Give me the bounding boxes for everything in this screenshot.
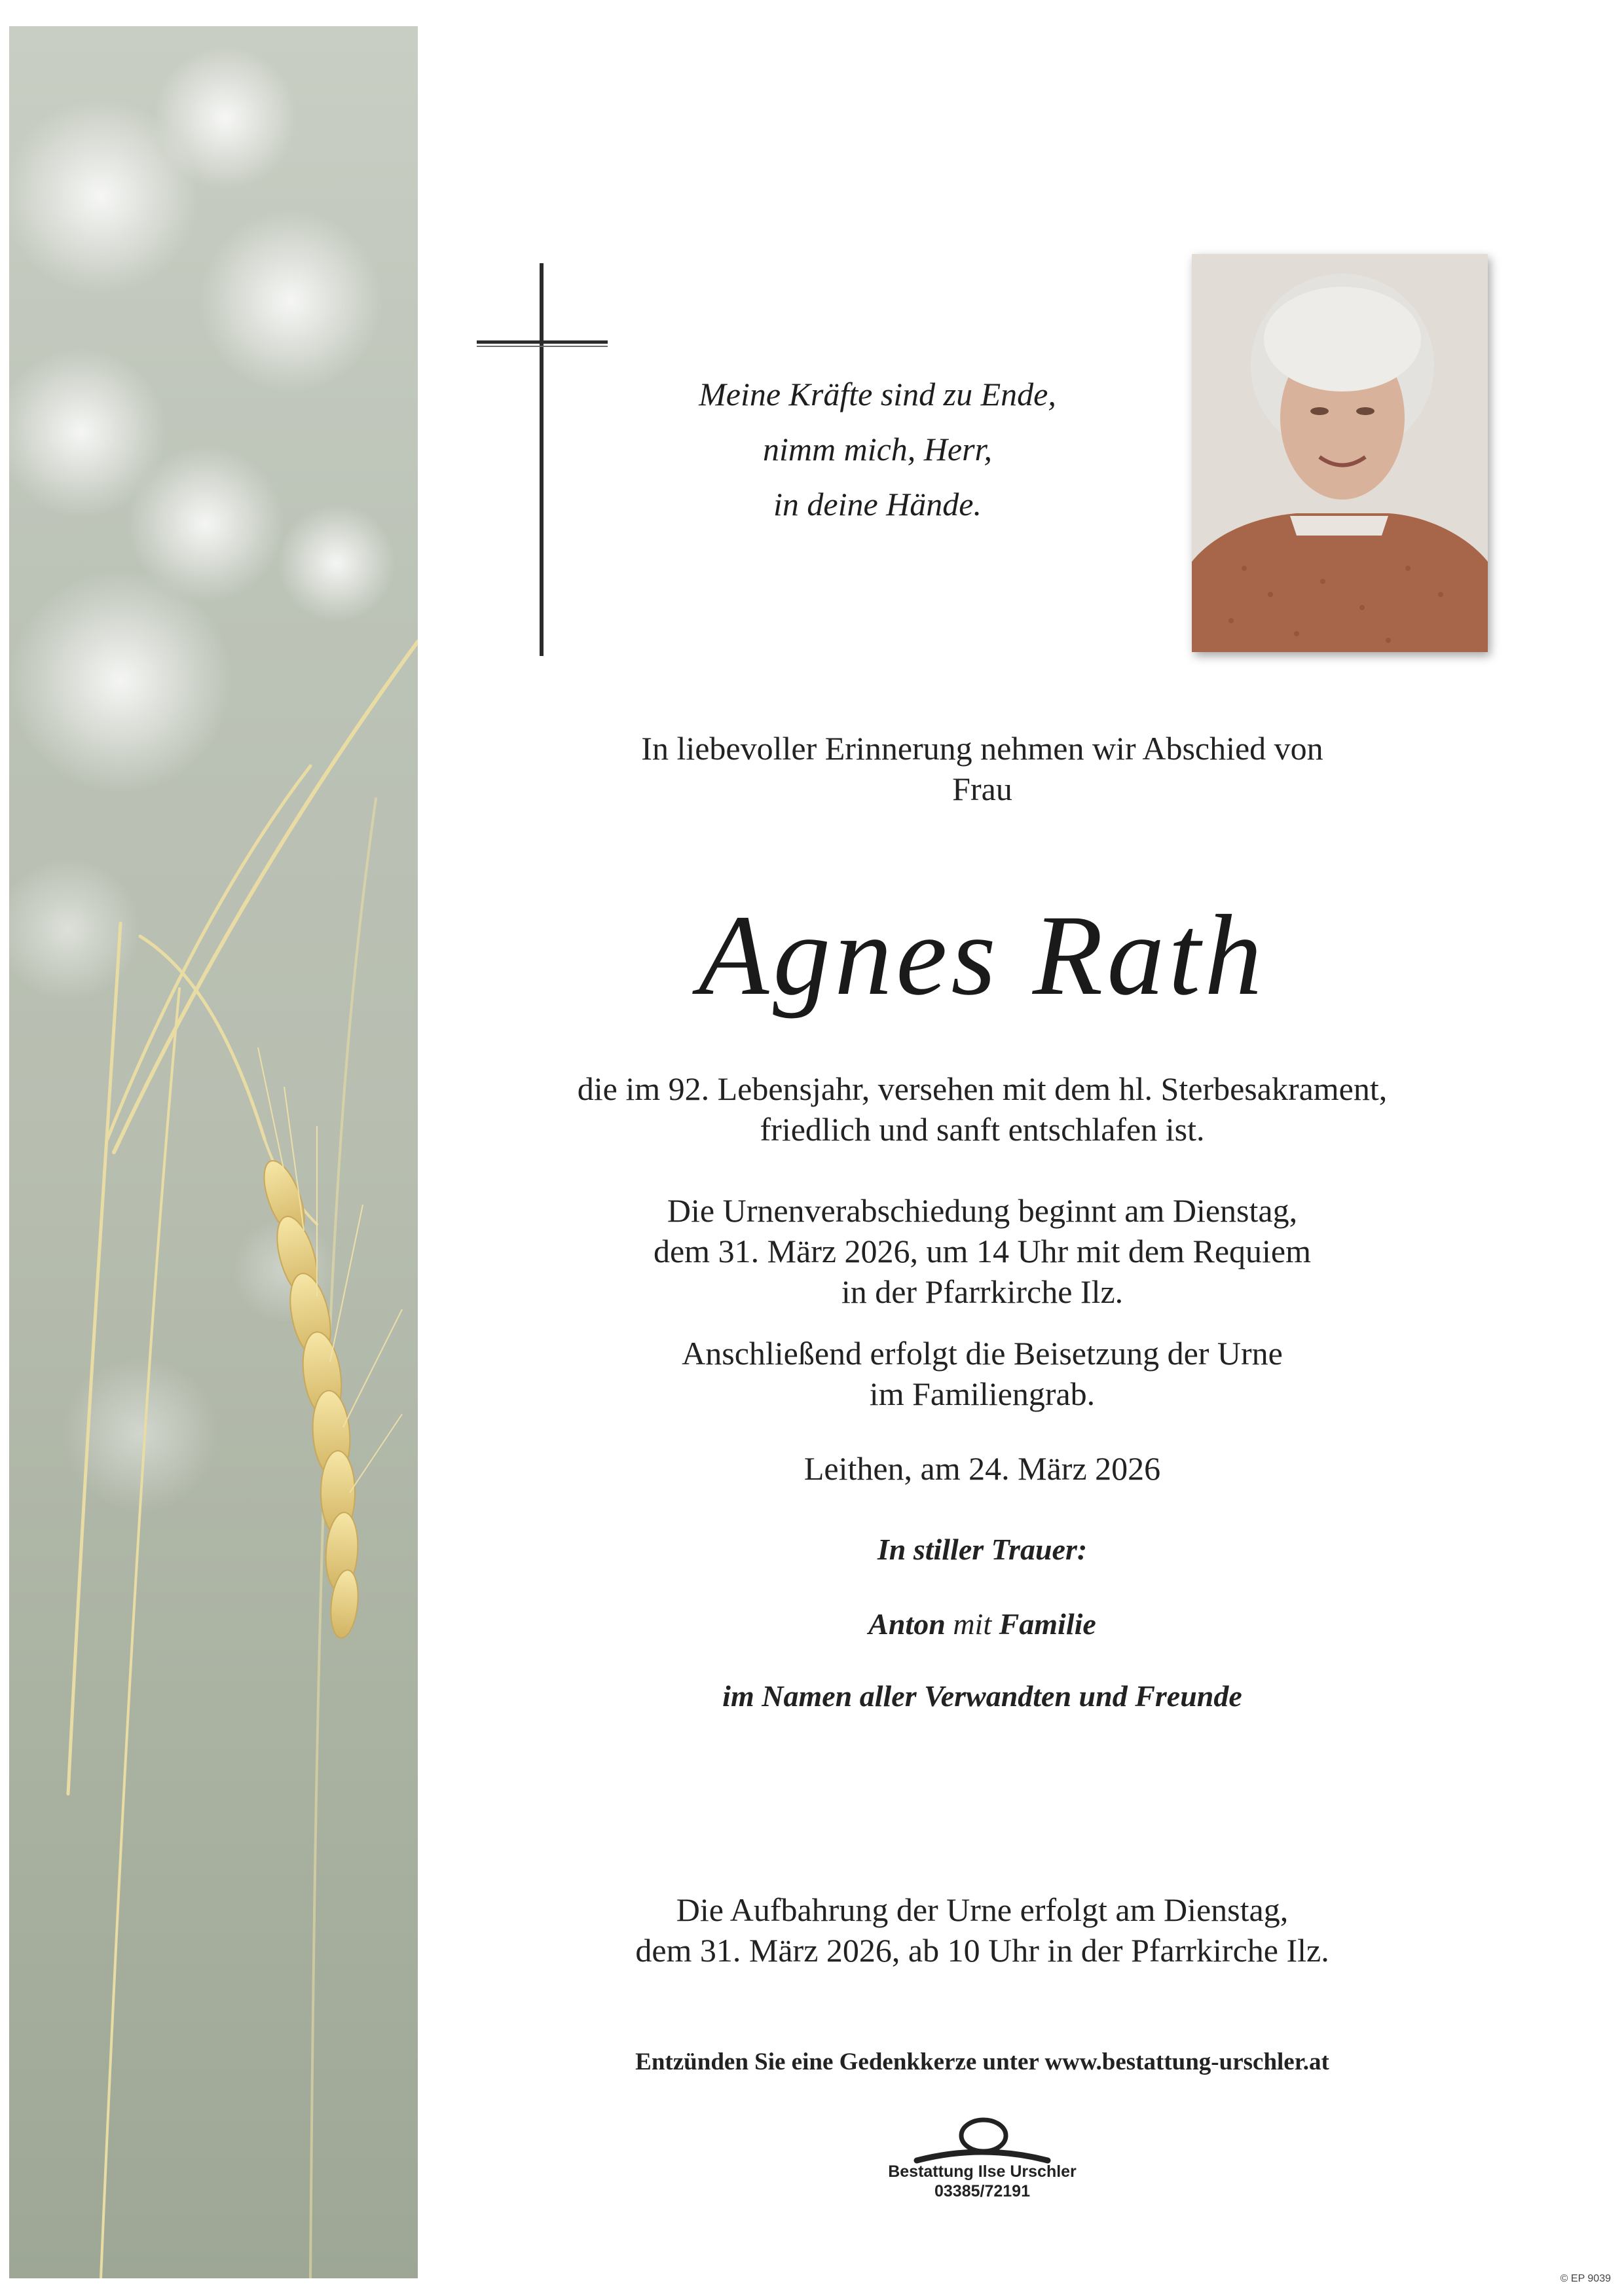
mourners-family-line [524, 1604, 1441, 1645]
template-code: © EP 9039 [1560, 2273, 1611, 2284]
motto-line: nimm mich, Herr, [763, 431, 992, 467]
burial-info [524, 1333, 1441, 1414]
burial-line: im Familiengrab. [869, 1376, 1096, 1412]
viewing-line: Die Aufbahrung der Urne erfolgt am Dienstag, [676, 1891, 1289, 1928]
mourners-heading [524, 1529, 1441, 1570]
place-date [524, 1448, 1441, 1489]
intro-text [524, 728, 1441, 809]
side-panel-wheat-image [9, 26, 418, 2278]
mourners-relatives-text: im Namen aller Verwandten und Freunde [722, 1679, 1242, 1713]
death-notice-line: friedlich und sanft entschlafen ist. [760, 1111, 1205, 1148]
mourners-family [524, 1604, 1441, 1645]
death-notice-line: die im 92. Lebensjahr, versehen mit dem hl. Sterbesakrament, [577, 1070, 1388, 1107]
funeral-home-phone: 03385/72191 [934, 2182, 1030, 2200]
viewing-line: dem 31. März 2026, ab 10 Uhr in der Pfarrkirche Ilz. [635, 1932, 1329, 1969]
death-notice [524, 1068, 1441, 1150]
viewing-info [524, 1889, 1441, 1971]
motto-verse [616, 367, 1139, 532]
ceremony-info [524, 1190, 1441, 1312]
deceased-name: Agnes Rath [698, 892, 1266, 1019]
cross-icon [477, 263, 608, 656]
mourners-relatives [524, 1676, 1441, 1717]
ceremony-line: Die Urnenverabschiedung beginnt am Dienstag, [667, 1192, 1298, 1229]
intro-line: Frau [952, 771, 1012, 807]
family-connector: mit [953, 1607, 992, 1641]
intro-line: In liebevoller Erinnerung nehmen wir Abschied von [641, 730, 1323, 767]
portrait-image [1192, 254, 1488, 652]
burial-line: Anschließend erfolgt die Beisetzung der Urne [682, 1335, 1283, 1372]
family-suffix: Familie [999, 1607, 1096, 1641]
wheat-stalk-icon [9, 26, 418, 2278]
place-date-text: Leithen, am 24. März 2026 [803, 1450, 1161, 1487]
motto-line: in deine Hände. [773, 486, 982, 522]
funeral-home-info [786, 2162, 1179, 2201]
ceremony-line: dem 31. März 2026, um 14 Uhr mit dem Requiem [653, 1233, 1311, 1269]
candle-note: Entzünden Sie eine Gedenkkerze unter www.bestattung-urschler.at [635, 2049, 1329, 2075]
portrait-photo [1192, 254, 1488, 652]
funeral-home-name: Bestattung Ilse Urschler [888, 2162, 1077, 2181]
mourners-heading-text: In stiller Trauer: [877, 1533, 1088, 1566]
family-name: Anton [868, 1607, 946, 1641]
motto-line: Meine Kräfte sind zu Ende, [699, 376, 1056, 412]
ceremony-line: in der Pfarrkirche Ilz. [841, 1273, 1124, 1310]
